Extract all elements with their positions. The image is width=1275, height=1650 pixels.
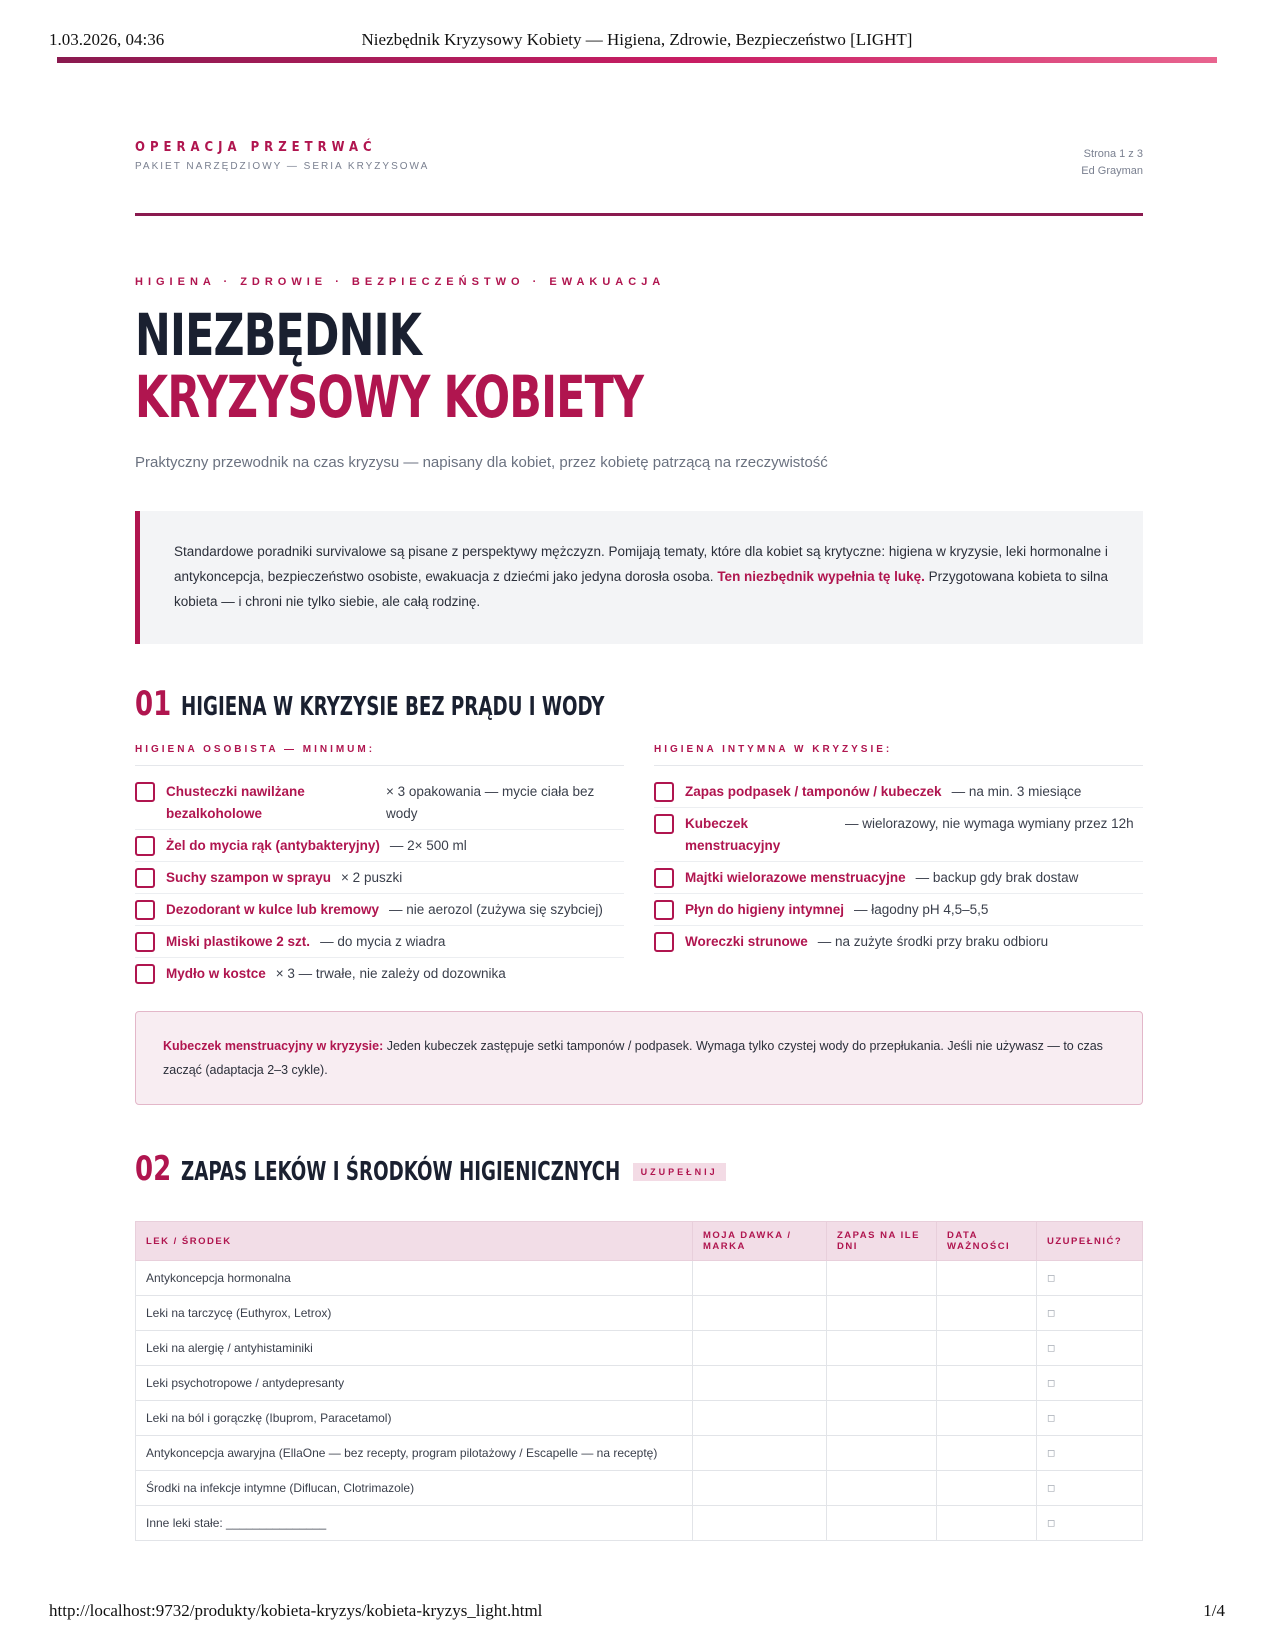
print-header [49,30,1225,52]
medicine-name: Antykoncepcja hormonalna [136,1261,693,1296]
medicine-name: Leki na ból i gorączkę (Ibuprom, Paracetamol) [136,1401,693,1436]
item-desc: — na min. 3 miesiące [951,784,1082,799]
item-desc: — do mycia z wiadra [320,934,446,949]
column-header: MOJA DAWKA / MARKA [693,1222,827,1261]
checklist-item[interactable] [654,862,1143,894]
print-date: 1.03.2026, 04:36 [49,30,165,49]
item-name: Majtki wielorazowe menstruacyjne [685,870,906,885]
column-header: DATA WAŻNOŚCI [937,1222,1037,1261]
checklist [654,776,1143,957]
supply-days-cell[interactable] [827,1471,937,1506]
checklist-item[interactable] [135,958,624,989]
page-info: Strona 1 z 3 [1083,148,1143,160]
item-name: Płyn do higieny intymnej [685,902,845,917]
refill-checkbox[interactable]: ◻ [1037,1401,1143,1436]
intro-box [135,511,1143,644]
checkbox[interactable] [135,782,155,802]
hygiene-personal-column [135,744,624,989]
intro-text-after: Przygotowana kobieta to silna kobieta — i chroni nie tylko siebie, ale całą rodzinę. [174,569,1108,609]
medicine-name: Leki na tarczycę (Euthyrox, Letrox) [136,1296,693,1331]
expiry-cell[interactable] [937,1506,1037,1541]
supply-days-cell[interactable] [827,1506,937,1541]
checkbox[interactable] [654,782,674,802]
column-header: ZAPAS NA ILE DNI [827,1222,937,1261]
item-desc: — wielorazowy, nie wymaga wymiany przez 12h [845,816,1134,831]
refill-checkbox[interactable]: ◻ [1037,1471,1143,1506]
dose-cell[interactable] [693,1401,827,1436]
checkbox[interactable] [135,900,155,920]
item-name: Dezodorant w kulce lub kremowy [166,902,380,917]
medicine-name: Antykoncepcja awaryjna (EllaOne — bez recepty, program pilotażowy / Escapelle — na receptę) [136,1436,693,1471]
expiry-cell[interactable] [937,1331,1037,1366]
table-row [136,1331,1143,1366]
hero-kicker: HIGIENA · ZDROWIE · BEZPIECZEŃSTWO · EWAKUACJA [135,276,666,288]
checkbox[interactable] [135,964,155,984]
item-desc: — łagodny pH 4,5–5,5 [854,902,989,917]
item-desc: — backup gdy brak dostaw [915,870,1079,885]
checkbox[interactable] [654,868,674,888]
dose-cell[interactable] [693,1471,827,1506]
checklist-item[interactable] [135,830,624,862]
checklist-item[interactable] [135,776,624,830]
checkbox[interactable] [654,814,674,834]
print-page-number: 1/4 [1203,1601,1225,1620]
print-url: http://localhost:9732/produkty/kobieta-kryzys/kobieta-kryzys_light.html [49,1601,543,1620]
table-header-row [136,1222,1143,1261]
title-line-2: KRYZYSOWY KOBIETY [135,363,644,431]
brand-header [135,140,1143,216]
checklist-item[interactable] [654,808,1143,862]
item-desc: × 3 — trwałe, nie zależy od dozownika [275,966,506,981]
checkbox[interactable] [135,836,155,856]
supply-days-cell[interactable] [827,1436,937,1471]
intro-highlight: Ten niezbędnik wypełnia tę lukę. [717,569,925,584]
expiry-cell[interactable] [937,1261,1037,1296]
title-line-1: NIEZBĘDNIK [135,301,422,369]
supply-days-cell[interactable] [827,1331,937,1366]
dose-cell[interactable] [693,1261,827,1296]
page-subtitle: Praktyczny przewodnik na czas kryzysu — napisany dla kobiet, przez kobietę patrzącą na rzeczywistość [135,454,828,471]
item-name: Miski plastikowe 2 szt. [166,934,311,949]
fill-in-badge: UZUPEŁNIJ [633,1163,726,1181]
refill-checkbox[interactable]: ◻ [1037,1261,1143,1296]
dose-cell[interactable] [693,1296,827,1331]
section-2-heading [135,1149,1143,1189]
checkbox[interactable] [654,900,674,920]
section-1-number: 01 [135,684,172,724]
medicine-name: Środki na infekcje intymne (Diflucan, Clotrimazole) [136,1471,693,1506]
hygiene-columns [135,744,1143,989]
section-1-heading [135,684,1143,724]
dose-cell[interactable] [693,1331,827,1366]
expiry-cell[interactable] [937,1401,1037,1436]
item-desc: — 2× 500 ml [389,838,467,853]
brand-name: OPERACJA PRZETRWAĆ [135,140,377,155]
dose-cell[interactable] [693,1506,827,1541]
section-1-title: HIGIENA W KRYZYSIE BEZ PRĄDU I WODY [181,692,605,722]
checkbox[interactable] [135,932,155,952]
intro-text-before: Standardowe poradniki survivalowe są pisane z perspektywy mężczyzn. Pomijają tematy, które dla kobiet są krytyczne: higiena w kryzysie, leki hormonalne i antykoncepcja, bezpieczeństwo osobiste, ewakuacja z dziećmi jako jedyna dorosła osoba. [174,544,1108,584]
section-2-title: ZAPAS LEKÓW I ŚRODKÓW HIGIENICZNYCH [181,1157,621,1187]
page-title [135,301,962,431]
expiry-cell[interactable] [937,1436,1037,1471]
refill-checkbox[interactable]: ◻ [1037,1436,1143,1471]
refill-checkbox[interactable]: ◻ [1037,1366,1143,1401]
supply-days-cell[interactable] [827,1366,937,1401]
refill-checkbox[interactable]: ◻ [1037,1296,1143,1331]
checklist-item[interactable] [654,926,1143,957]
medicine-name: Leki na alergię / antyhistaminiki [136,1331,693,1366]
hygiene-personal-heading: HIGIENA OSOBISTA — MINIMUM: [135,744,624,766]
checkbox[interactable] [654,932,674,952]
item-name: Zapas podpasek / tamponów / kubeczek [685,784,942,799]
column-header: LEK / ŚRODEK [136,1222,693,1261]
hygiene-intimate-heading: HIGIENA INTYMNA W KRYZYSIE: [654,744,1143,766]
dose-cell[interactable] [693,1366,827,1401]
item-name: Woreczki strunowe [685,934,808,949]
supply-days-cell[interactable] [827,1296,937,1331]
item-desc: × 3 opakowania — mycie ciała bez wody [386,784,595,821]
table-row [136,1401,1143,1436]
note-text: Jeden kubeczek zastępuje setki tamponów / podpasek. Wymaga tylko czystej wody do przepłukania. Jeśli nie używasz — to czas zacząć (adaptacja 2–3 cykle). [163,1039,1103,1077]
checklist-item[interactable] [135,926,624,958]
table-row [136,1471,1143,1506]
medicine-table [135,1221,1143,1541]
refill-checkbox[interactable]: ◻ [1037,1506,1143,1541]
item-desc: — na zużyte środki przy braku odbioru [817,934,1049,949]
section-2-number: 02 [135,1149,172,1189]
medicine-name: Leki psychotropowe / antydepresanty [136,1366,693,1401]
author: Ed Grayman [1081,165,1143,177]
note-label: Kubeczek menstruacyjny w kryzysie: [163,1039,384,1053]
checklist [135,776,624,989]
refill-checkbox[interactable]: ◻ [1037,1331,1143,1366]
expiry-cell[interactable] [937,1366,1037,1401]
item-name: Suchy szampon w sprayu [166,870,332,885]
item-desc: × 2 puszki [341,870,403,885]
item-name: Chusteczki nawilżane bezalkoholowe [166,784,305,821]
table-row [136,1436,1143,1471]
page-content [135,140,1143,1541]
print-doc-title: Niezbędnik Kryzysowy Kobiety — Higiena, Zdrowie, Bezpieczeństwo [LIGHT] [361,30,913,49]
checklist-item[interactable] [654,776,1143,808]
supply-days-cell[interactable] [827,1401,937,1436]
table-row [136,1366,1143,1401]
dose-cell[interactable] [693,1436,827,1471]
column-header: UZUPEŁNIĆ? [1037,1222,1143,1261]
hygiene-intimate-column [654,744,1143,989]
expiry-cell[interactable] [937,1471,1037,1506]
brand-subtitle: PAKIET NARZĘDZIOWY — SERIA KRYZYSOWA [135,161,430,172]
table-row [136,1261,1143,1296]
item-name: Kubeczek menstruacyjny [685,816,781,853]
supply-days-cell[interactable] [827,1261,937,1296]
expiry-cell[interactable] [937,1296,1037,1331]
item-name: Żel do mycia rąk (antybakteryjny) [166,838,380,853]
checklist-item[interactable] [654,894,1143,926]
table-row [136,1506,1143,1541]
checklist-item[interactable] [135,862,624,894]
checklist-item[interactable] [135,894,624,926]
table-row [136,1296,1143,1331]
info-note [135,1011,1143,1105]
medicine-name: Inne leki stałe: _______________ [136,1506,693,1541]
gradient-bar [57,57,1217,63]
item-name: Mydło w kostce [166,966,266,981]
brand-meta [1081,146,1143,180]
item-desc: — nie aerozol (zużywa się szybciej) [389,902,603,917]
checkbox[interactable] [135,868,155,888]
